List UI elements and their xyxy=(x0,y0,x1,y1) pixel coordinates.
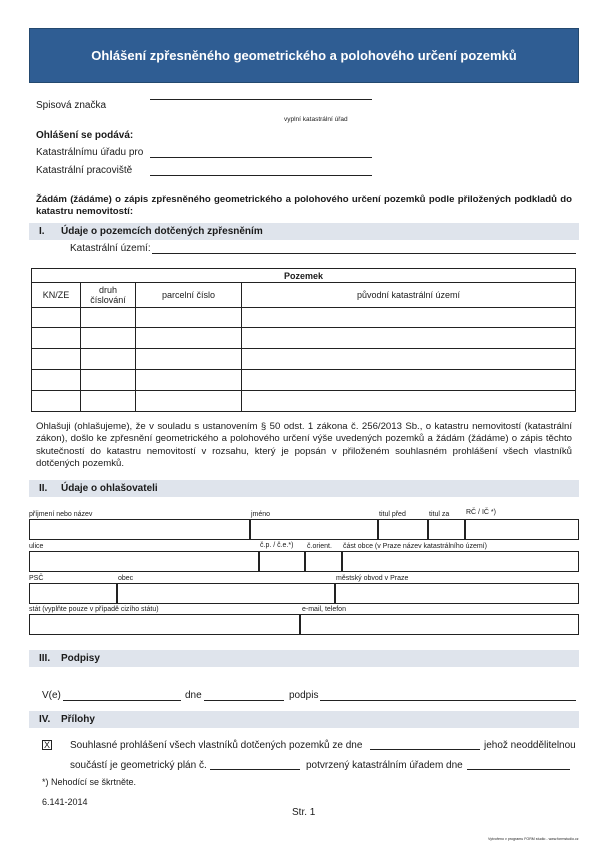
col-puvodni-ku: původní katastrální území xyxy=(242,283,576,308)
table-cell[interactable] xyxy=(32,370,81,391)
dne-field[interactable] xyxy=(204,700,284,701)
pozemky-table xyxy=(31,268,576,412)
katastralni-uzemi-field[interactable] xyxy=(152,253,576,254)
section-3-number: III. xyxy=(39,653,51,664)
katastralnimu-uradu-label: Katastrálnímu úřadu pro xyxy=(36,147,144,158)
mestsky-obvod-field[interactable] xyxy=(335,583,579,604)
table-cell[interactable] xyxy=(81,328,136,349)
rc-ic-label: RČ / IČ *) xyxy=(466,509,496,516)
dne-label: dne xyxy=(185,690,202,701)
cast-obce-label: část obce (v Praze název katastrálního území) xyxy=(343,543,487,550)
page-number: Str. 1 xyxy=(292,807,316,818)
section-2-header xyxy=(29,480,579,497)
prilohy-checkbox[interactable]: X xyxy=(43,740,50,750)
titul-pred-label: titul před xyxy=(379,511,406,518)
section-3-header xyxy=(29,650,579,667)
spisova-znacka-field[interactable] xyxy=(150,99,372,100)
titul-za-label: titul za xyxy=(429,511,450,518)
table-row xyxy=(32,391,576,412)
geometricky-plan-field[interactable] xyxy=(210,769,300,770)
podpis-label: podpis xyxy=(289,690,319,701)
section-2-number: II. xyxy=(39,483,48,494)
table-cell[interactable] xyxy=(32,349,81,370)
table-cell[interactable] xyxy=(32,308,81,328)
prijmeni-field[interactable] xyxy=(29,519,250,540)
declaration-text: Ohlašuji (ohlašujeme), že v souladu s ustanovením § 50 odst. 1 zákona č. 256/2013 Sb., o katastru nemovitostí (katastrální zákon), došlo ke zpřesnění geometrického a polohového určení výše uvedených pozemků a žádám (žádáme) o zápis těchto skutečností do katastru nemovitostí v rozsahu, který je popsán v přiloženém souhlasném prohlášení všech vlastníků dotčených pozemků. xyxy=(36,421,572,469)
table-cell[interactable] xyxy=(81,349,136,370)
vyplni-urad-note: vyplní katastrální úřad xyxy=(284,116,348,123)
table-cell[interactable] xyxy=(136,328,242,349)
table-row xyxy=(32,308,576,328)
cp-ce-field[interactable] xyxy=(259,551,305,572)
psc-field[interactable] xyxy=(29,583,117,604)
title-banner xyxy=(29,28,579,83)
table-cell[interactable] xyxy=(242,391,576,412)
table-cell[interactable] xyxy=(136,349,242,370)
page-title: Ohlášení zpřesněného geometrického a polohového určení pozemků xyxy=(91,48,517,63)
c-orient-field[interactable] xyxy=(305,551,342,572)
footnote: *) Nehodící se škrtněte. xyxy=(42,777,137,787)
table-cell[interactable] xyxy=(242,349,576,370)
cp-ce-label: č.p. / č.e.*) xyxy=(260,542,294,549)
table-cell[interactable] xyxy=(136,391,242,412)
ulice-field[interactable] xyxy=(29,551,259,572)
obec-label: obec xyxy=(118,575,134,582)
katastralnimu-uradu-field[interactable] xyxy=(150,157,372,158)
titul-za-field[interactable] xyxy=(428,519,465,540)
table-row xyxy=(32,349,576,370)
ulice-label: ulice xyxy=(29,543,44,550)
rc-ic-field[interactable] xyxy=(465,519,579,540)
prilohy-line1-end: jehož neoddělitelnou xyxy=(484,740,576,751)
katastralni-pracoviste-field[interactable] xyxy=(150,175,372,176)
obec-field[interactable] xyxy=(117,583,335,604)
prilohy-line2-end: potvrzený katastrálním úřadem dne xyxy=(306,760,463,771)
section-3-title: Podpisy xyxy=(61,653,100,664)
stat-label: stát (vyplňte pouze v případě cizího státu) xyxy=(29,606,159,613)
section-4-header xyxy=(29,711,579,728)
table-cell[interactable] xyxy=(81,308,136,328)
table-row xyxy=(32,370,576,391)
stat-field[interactable] xyxy=(29,614,300,635)
section-2-title: Údaje o ohlašovateli xyxy=(61,483,158,494)
section-1-number: I. xyxy=(39,226,45,237)
prilohy-line2-text: součástí je geometrický plán č. xyxy=(70,760,207,771)
c-orient-label: č.orient. xyxy=(307,543,332,550)
katastralni-pracoviste-label: Katastrální pracoviště xyxy=(36,165,133,176)
intro-text: Žádám (žádáme) o zápis zpřesněného geometrického a polohového určení pozemků podle přiložených podkladů do katastru nemovitostí: xyxy=(36,194,572,218)
table-cell[interactable] xyxy=(136,370,242,391)
section-4-number: IV. xyxy=(39,714,51,725)
col-kn-ze: KN/ZE xyxy=(32,283,81,308)
table-cell[interactable] xyxy=(32,328,81,349)
table-cell[interactable] xyxy=(136,308,242,328)
mestsky-obvod-label: městský obvod v Praze xyxy=(336,575,409,582)
table-cell[interactable] xyxy=(242,308,576,328)
email-label: e-mail, telefon xyxy=(302,606,346,613)
table-cell[interactable] xyxy=(81,391,136,412)
cast-obce-field[interactable] xyxy=(342,551,579,572)
v-field[interactable] xyxy=(63,700,181,701)
katastralni-uzemi-label: Katastrální území: xyxy=(70,243,151,254)
col-parcelni-cislo: parcelní číslo xyxy=(136,283,242,308)
potvrzeno-date-field[interactable] xyxy=(467,769,570,770)
spisova-znacka-label: Spisová značka xyxy=(36,100,107,111)
producer-note: Vytvořeno v programu FORM studio - www.formstudio.cz xyxy=(488,837,579,841)
prilohy-line1-text: Souhlasné prohlášení všech vlastníků dotčených pozemků ze dne xyxy=(70,740,363,751)
table-cell[interactable] xyxy=(32,391,81,412)
v-label: V(e) xyxy=(42,690,61,701)
section-1-title: Údaje o pozemcích dotčených zpřesněním xyxy=(61,226,263,237)
ohlaseni-se-podava-label: Ohlášení se podává: xyxy=(36,130,134,141)
table-row xyxy=(32,328,576,349)
table-cell[interactable] xyxy=(242,328,576,349)
table-cell[interactable] xyxy=(81,370,136,391)
prohlaseni-date-field[interactable] xyxy=(370,749,480,750)
jmeno-field[interactable] xyxy=(250,519,378,540)
psc-label: PSČ xyxy=(29,575,44,582)
prijmeni-label: příjmení nebo název xyxy=(29,511,93,518)
section-4-title: Přílohy xyxy=(61,714,95,725)
titul-pred-field[interactable] xyxy=(378,519,428,540)
section-1-header xyxy=(29,223,579,240)
email-field[interactable] xyxy=(300,614,579,635)
jmeno-label: jméno xyxy=(251,511,271,518)
col-druh-cislovani: druh číslování xyxy=(81,283,136,308)
form-code: 6.141-2014 xyxy=(42,797,88,807)
podpis-field[interactable] xyxy=(320,700,576,701)
table-cell[interactable] xyxy=(242,370,576,391)
pozemek-group-header: Pozemek xyxy=(32,269,576,283)
